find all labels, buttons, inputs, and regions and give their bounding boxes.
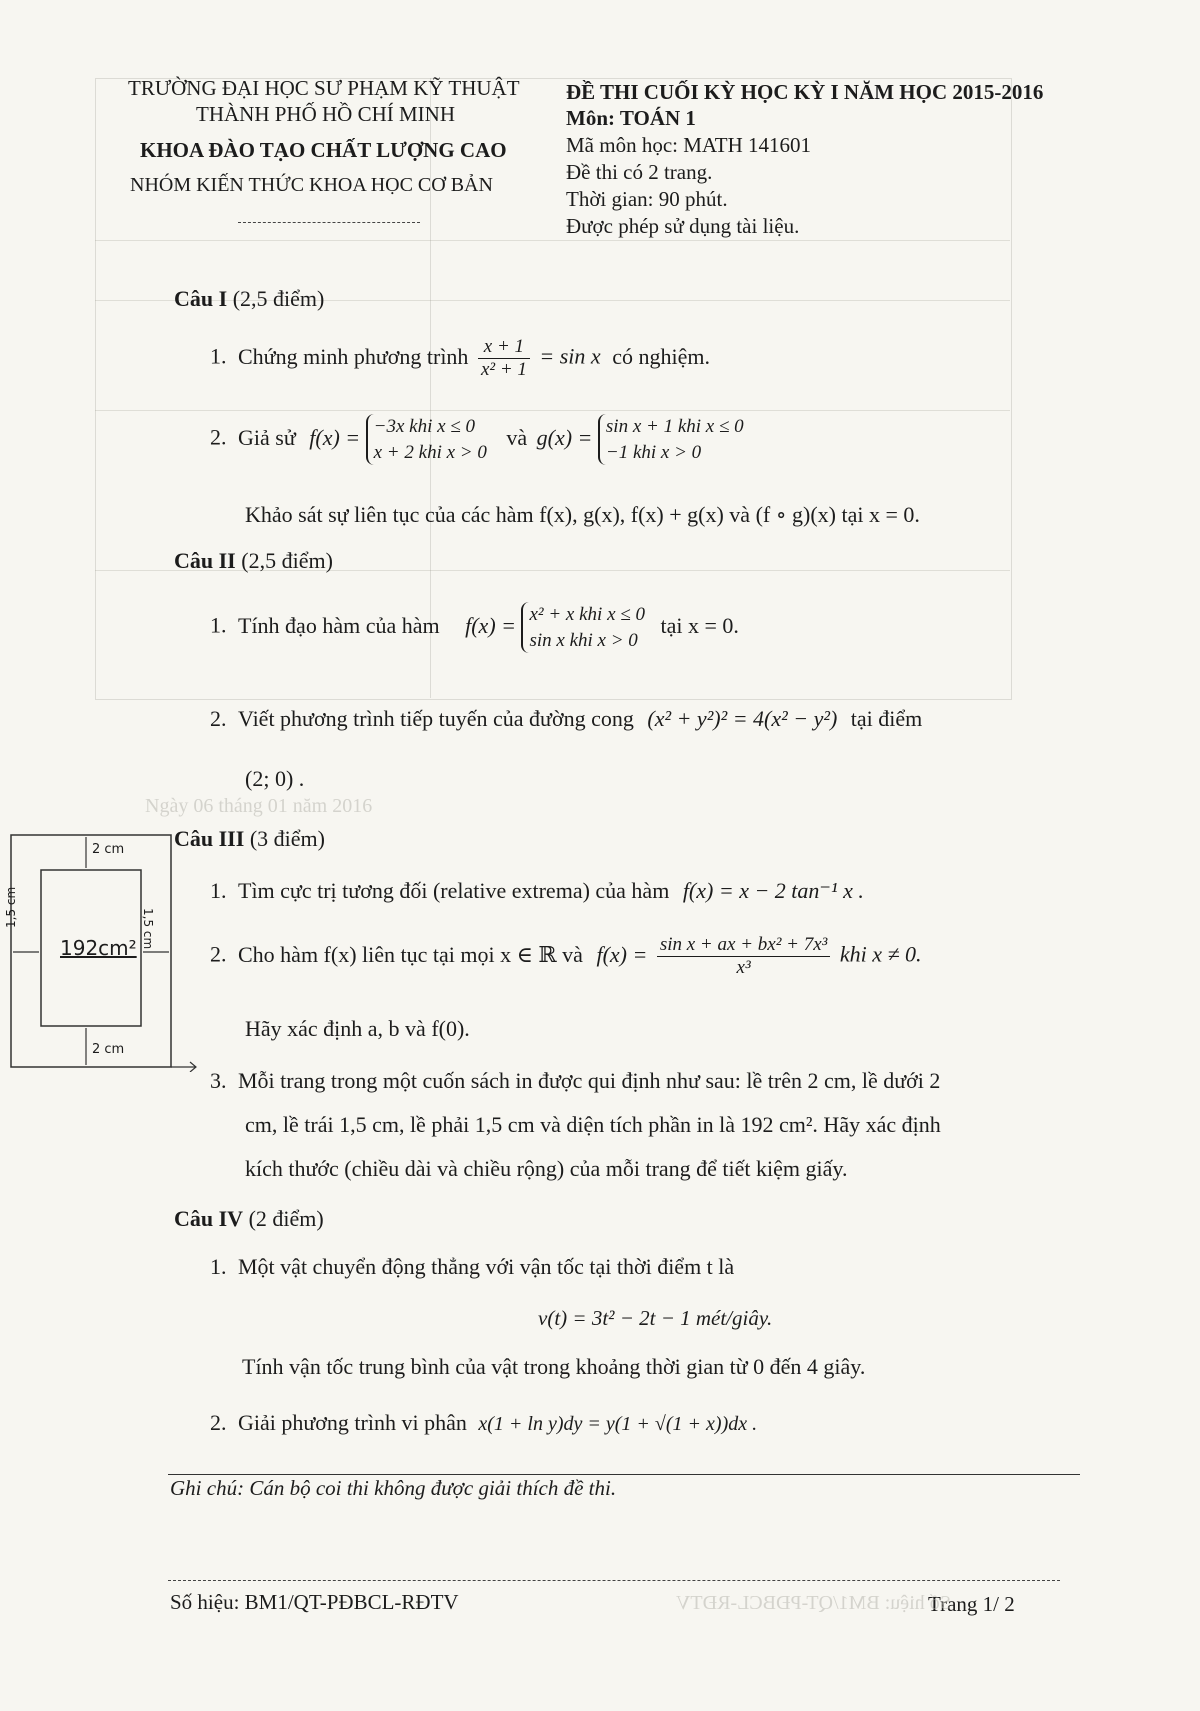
question-3-heading [174, 826, 325, 852]
q3-condition: khi x ≠ 0. [839, 941, 922, 967]
q3-f-label: f(x) = [596, 941, 648, 967]
q1-g-label: g(x) = [536, 424, 593, 450]
question-1-heading [174, 286, 324, 312]
q1-part1-number: 1. [210, 343, 227, 369]
question-2-points: (2,5 điểm) [235, 548, 333, 573]
q3-part2-line2: Hãy xác định a, b và f(0). [245, 1016, 470, 1041]
q3-part2-number: 2. [210, 941, 227, 967]
note: Ghi chú: Cán bộ coi thi không được giải thích đề thi. [170, 1476, 617, 1500]
q3-function: f(x) = x − 2 tan⁻¹ x . [682, 878, 864, 903]
footer-separator [168, 1580, 1060, 1581]
question-1-title: Câu I [174, 286, 228, 311]
show-through-divider [95, 410, 1010, 411]
show-through-text: Ngày 06 tháng 01 năm 2016 [145, 795, 373, 817]
q3-part1-text: Tìm cực trị tương đối (relative extrema) của hàm [238, 878, 670, 903]
q1-part2 [210, 414, 744, 465]
q3-part3-number: 3. [210, 1068, 227, 1093]
q4-velocity-formula: v(t) = 3t² − 2t − 1 mét/giây. [538, 1306, 773, 1330]
q1-fraction [478, 336, 530, 381]
q4-part2 [210, 1410, 757, 1436]
q4-differential-equation: x(1 + ln y)dy = y(1 + √(1 + x))dx . [478, 1413, 758, 1435]
question-2-heading [174, 548, 333, 574]
faculty-name: KHOA ĐÀO TẠO CHẤT LƯỢNG CAO [140, 138, 507, 162]
q1-g-piecewise [598, 414, 744, 465]
q3-part2 [210, 934, 922, 979]
q1-part1 [210, 336, 710, 381]
q1-and: và [506, 424, 528, 450]
header-left-underline [238, 222, 420, 223]
q4-part1-text: Một vật chuyển động thẳng với vận tốc tại thời điểm t là [238, 1254, 735, 1279]
q2-f-label: f(x) = [465, 612, 516, 638]
question-2-title: Câu II [174, 548, 236, 573]
q1-g-case-1: sin x + 1 khi x ≤ 0 [605, 416, 744, 437]
note-separator [168, 1474, 1080, 1475]
q4-part1-number: 1. [210, 1254, 227, 1279]
university-name: TRƯỜNG ĐẠI HỌC SƯ PHẠM KỸ THUẬT [128, 76, 520, 100]
q2-part2 [210, 706, 922, 732]
q1-part2-number: 2. [210, 424, 227, 450]
q1-part1-end: có nghiệm. [612, 343, 710, 369]
q1-rhs: = sin x [539, 343, 601, 369]
document-code: Số hiệu: BM1/QT-PĐBCL-RĐTV [170, 1590, 459, 1614]
q1-part2-line2: Khảo sát sự liên tục của các hàm f(x), g(x), f(x) + g(x) và (f ∘ g)(x) tại x = 0. [245, 502, 920, 527]
question-3-title: Câu III [174, 826, 245, 851]
q1-fraction-denominator: x² + 1 [480, 359, 527, 380]
q1-f-case-1: −3x khi x ≤ 0 [373, 416, 475, 437]
q1-part2-text: Giả sử [238, 424, 296, 450]
group-name: NHÓM KIẾN THỨC KHOA HỌC CƠ BẢN [130, 174, 493, 196]
question-1-points: (2,5 điểm) [227, 286, 325, 311]
q2-part2-text: Viết phương trình tiếp tuyến của đường cong [238, 706, 634, 731]
q4-part2-text: Giải phương trình vi phân [238, 1410, 467, 1435]
question-4-heading [174, 1206, 324, 1232]
q3-part1-number: 1. [210, 878, 227, 903]
subject-name: Môn: TOÁN 1 [566, 106, 696, 130]
question-4-title: Câu IV [174, 1206, 244, 1231]
sketch-top-margin: 2 cm [92, 842, 125, 857]
q1-f-piecewise [366, 414, 487, 465]
q4-part2-number: 2. [210, 1410, 227, 1435]
q2-part2-number: 2. [210, 706, 227, 731]
page-number: Trang 1/ 2 [928, 1592, 1015, 1616]
show-through-divider [95, 240, 1010, 241]
question-3-points: (3 điểm) [244, 826, 325, 851]
show-through-text: Số hiệu: BM1/QT-PĐBCL-RĐTV [676, 1592, 951, 1614]
q2-f-piecewise [521, 602, 644, 653]
sketch-left-margin: 1,5 cm [4, 886, 18, 928]
q1-g-case-2: −1 khi x > 0 [605, 441, 702, 463]
q1-fraction-numerator: x + 1 [478, 336, 530, 359]
q2-part1-number: 1. [210, 612, 227, 638]
sketch-area-label: 192cm² [60, 936, 137, 960]
q3-part3-line3: kích thước (chiều dài và chiều rộng) của mỗi trang để tiết kiệm giấy. [245, 1156, 848, 1181]
q2-f-case-1: x² + x khi x ≤ 0 [529, 604, 645, 625]
q3-part1 [210, 878, 864, 904]
subject-code: Mã môn học: MATH 141601 [566, 133, 811, 157]
question-4-points: (2 điểm) [243, 1206, 324, 1231]
q2-part2-end: tại điểm [850, 706, 923, 731]
sketch-right-margin: 1,5 cm [141, 908, 155, 950]
q3-part3-line2: cm, lề trái 1,5 cm, lề phải 1,5 cm và diện tích phần in là 192 cm². Hãy xác định [245, 1112, 941, 1137]
q2-curve-equation: (x² + y²)² = 4(x² − y²) [647, 706, 838, 731]
q2-part1-end: tại x = 0. [660, 612, 739, 638]
q3-fraction-denominator: x³ [736, 957, 751, 978]
q3-fraction-numerator: sin x + ax + bx² + 7x³ [657, 934, 831, 957]
q4-part1 [210, 1254, 734, 1280]
q3-fraction [657, 934, 831, 979]
exam-title: ĐỀ THI CUỐI KỲ HỌC KỲ I NĂM HỌC 2015-2016 [566, 80, 1044, 104]
q3-part3-text-1: Mỗi trang trong một cuốn sách in được qui định như sau: lề trên 2 cm, lề dưới 2 [238, 1068, 941, 1093]
q1-f-label: f(x) = [309, 424, 361, 450]
materials-allowed: Được phép sử dụng tài liệu. [566, 214, 800, 238]
sketch-bottom-margin: 2 cm [92, 1042, 125, 1057]
q4-part1-line2: Tính vận tốc trung bình của vật trong khoảng thời gian từ 0 đến 4 giây. [242, 1354, 866, 1379]
exam-time: Thời gian: 90 phút. [566, 187, 728, 211]
q2-part1 [210, 602, 739, 653]
q2-point: (2; 0) . [245, 766, 305, 791]
q1-f-case-2: x + 2 khi x > 0 [373, 441, 487, 463]
q2-part1-text: Tính đạo hàm của hàm [238, 612, 440, 638]
q3-part3-line1 [210, 1068, 940, 1094]
q1-part1-text: Chứng minh phương trình [238, 343, 469, 369]
page-count: Đề thi có 2 trang. [566, 160, 713, 184]
q3-part2-text: Cho hàm f(x) liên tục tại mọi x ∈ ℝ và [238, 941, 583, 967]
q2-f-case-2: sin x khi x > 0 [529, 629, 638, 651]
city-name: THÀNH PHỐ HỒ CHÍ MINH [196, 102, 455, 126]
